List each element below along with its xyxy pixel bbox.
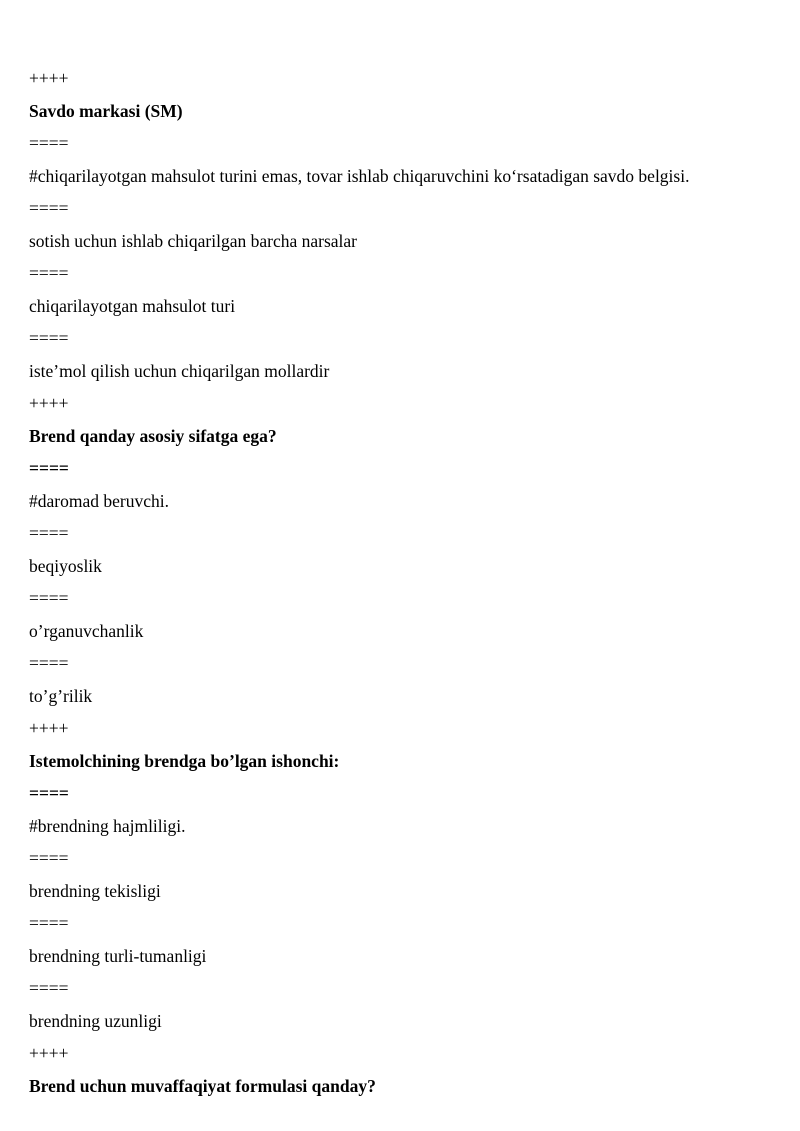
answer-option: brendning tekisligi [29,880,161,901]
answer-option: o’rganuvchanlik [29,620,144,641]
option-separator: ==== [29,978,69,998]
answer-option: chiqarilayotgan mahsulot turi [29,295,236,316]
answer-option: beqiyoslik [29,555,102,576]
option-separator: ==== [29,328,69,348]
answer-option: sotish uchun ishlab chiqarilgan barcha narsalar [29,230,358,251]
answer-option: #chiqarilayotgan mahsulot turini emas, tovar ishlab chiqaruvchini ko‘rsatadigan savdo belgisi. [29,165,690,186]
question-separator: ++++ [29,68,69,88]
answer-option: brendning turli-tumanligi [29,945,207,966]
question-text: Istemolchining brendga bo’lgan ishonchi: [29,750,340,771]
answer-option: #daromad beruvchi. [29,490,169,511]
question-text: Brend qanday asosiy sifatga ega? [29,425,277,446]
option-separator: ==== [29,523,69,543]
option-separator: ==== [29,198,69,218]
option-separator: ==== [29,783,69,803]
question-text: Brend uchun muvaffaqiyat formulasi qanday? [29,1075,376,1096]
option-separator: ==== [29,913,69,933]
test-document [29,62,789,1102]
answer-option: #brendning hajmliligi. [29,815,186,836]
answer-option: iste’mol qilish uchun chiqarilgan mollardir [29,360,330,381]
option-separator: ==== [29,653,69,673]
question-separator: ++++ [29,1043,69,1063]
question-separator: ++++ [29,393,69,413]
answer-option: brendning uzunligi [29,1010,162,1031]
option-separator: ==== [29,133,69,153]
option-separator: ==== [29,263,69,283]
option-separator: ==== [29,458,69,478]
answer-option: to’g’rilik [29,685,93,706]
question-text: Savdo markasi (SM) [29,100,183,121]
option-separator: ==== [29,848,69,868]
option-separator: ==== [29,588,69,608]
question-separator: ++++ [29,718,69,738]
